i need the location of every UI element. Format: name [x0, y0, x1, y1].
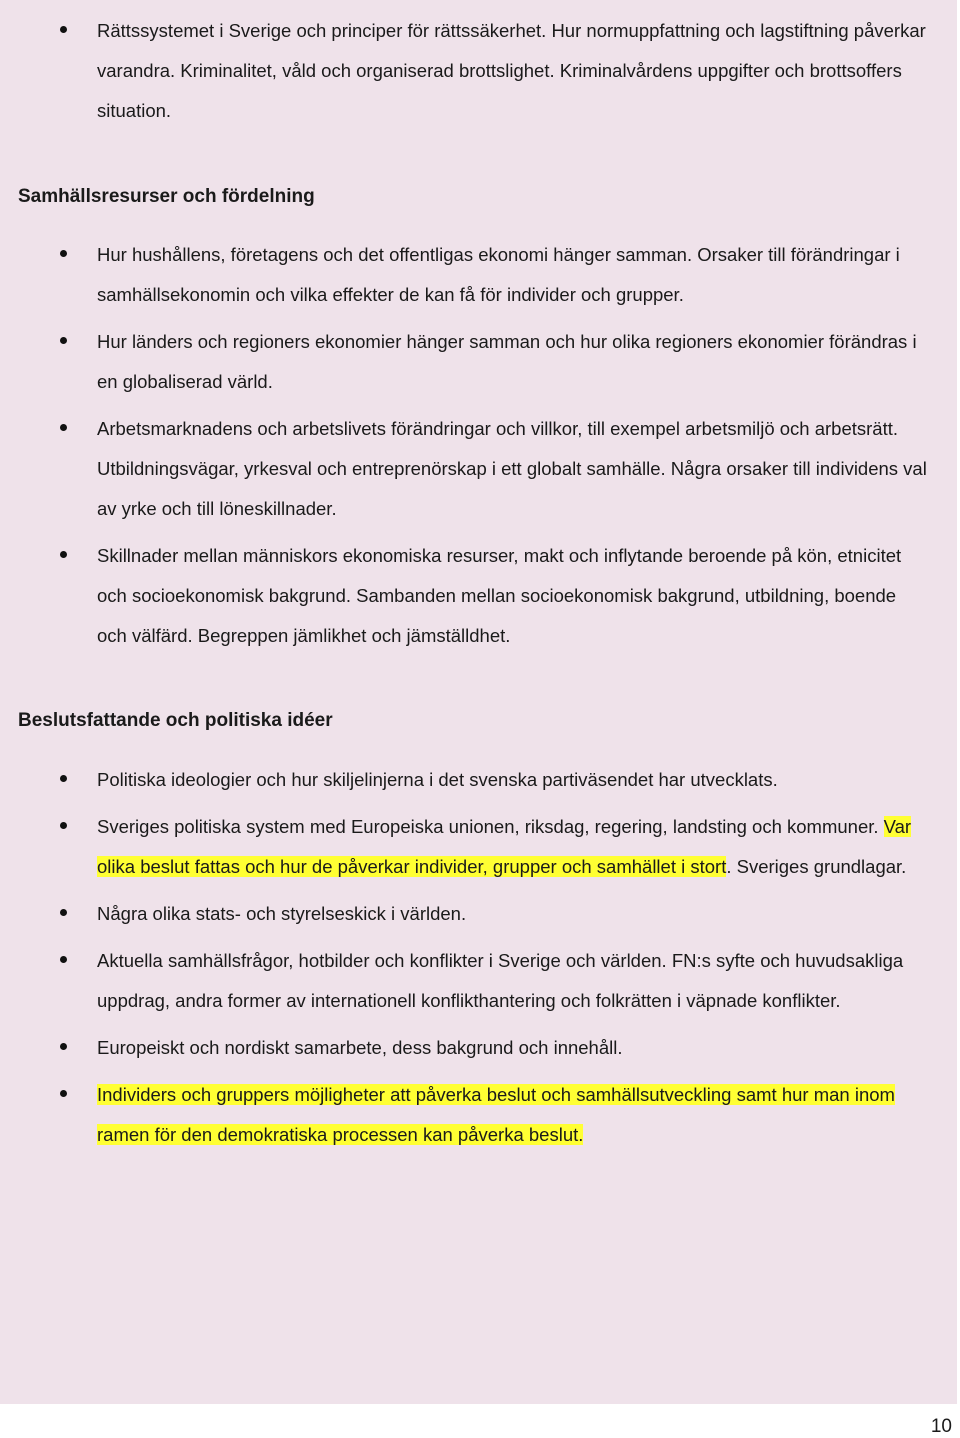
- list-item: [0, 1028, 957, 1068]
- item-text: Skillnader mellan människors ekonomiska resurser, makt och inflytande beroende på kön, etnicitet och socioekonomisk bakgrund. Sambanden mellan socioekonomisk bakgrund, utbildning, boende och välfärd. Begreppen jämlikhet och jämställdhet.: [97, 545, 902, 646]
- section-heading-resources: Samhällsresurser och fördelning: [18, 186, 315, 207]
- list-item: [0, 235, 957, 315]
- list-item: [0, 322, 957, 402]
- item-text: Hur hushållens, företagens och det offentligas ekonomi hänger samman. Orsaker till förändringar i samhällsekonomin och vilka effekter de kan få för individer och grupper.: [97, 244, 900, 305]
- list-item: [0, 409, 957, 529]
- bullet-list-justice: [0, 11, 957, 138]
- bullet-list-resources: [0, 235, 957, 663]
- item-text: Arbetsmarknadens och arbetslivets förändringar och villkor, till exempel arbetsmiljö och arbetsrätt. Utbildningsvägar, yrkesval och entreprenörskap i ett globalt samhälle. Några orsaker till individens val av yrke och till löneskillnader.: [97, 418, 927, 519]
- item-text: Hur länders och regioners ekonomier hänger samman och hur olika regioners ekonomier förändras i en globaliserad värld.: [97, 331, 917, 392]
- list-item: [0, 11, 957, 131]
- list-item: [0, 1075, 957, 1155]
- section-heading-politics: Beslutsfattande och politiska idéer: [18, 710, 333, 731]
- list-item: [0, 760, 957, 800]
- list-item: [0, 941, 957, 1021]
- highlighted-text: Var olika beslut fattas och hur de påverkar individer, grupper och samhället i stort: [97, 816, 912, 877]
- item-text: Några olika stats- och styrelseskick i världen.: [97, 903, 467, 924]
- bullet-list-politics: [0, 760, 957, 1162]
- list-item: [0, 807, 957, 887]
- list-item: [0, 536, 957, 656]
- item-text: Sveriges politiska system med Europeiska unionen, riksdag, regering, landsting och kommuner.: [97, 816, 884, 837]
- item-text: Rättssystemet i Sverige och principer för rättssäkerhet. Hur normuppfattning och lagstiftning påverkar varandra. Kriminalitet, våld och organiserad brottslighet. Kriminalvårdens uppgifter och brottsoffers situation.: [97, 20, 926, 121]
- page-number: 10: [930, 1416, 952, 1437]
- item-text: Aktuella samhällsfrågor, hotbilder och konflikter i Sverige och världen. FN:s syfte och huvudsakliga uppdrag, andra former av internationell konflikthantering och folkrätten i väpnade konflikter.: [97, 950, 904, 1011]
- item-text: Europeiskt och nordiskt samarbete, dess bakgrund och innehåll.: [97, 1037, 623, 1058]
- item-text: . Sveriges grundlagar.: [726, 856, 907, 877]
- list-item: [0, 894, 957, 934]
- highlighted-text: Individers och gruppers möjligheter att påverka beslut och samhällsutveckling samt hur man inom ramen för den demokratiska processen kan påverka beslut.: [97, 1084, 895, 1145]
- item-text: Politiska ideologier och hur skiljelinjerna i det svenska partiväsendet har utvecklats.: [97, 769, 778, 790]
